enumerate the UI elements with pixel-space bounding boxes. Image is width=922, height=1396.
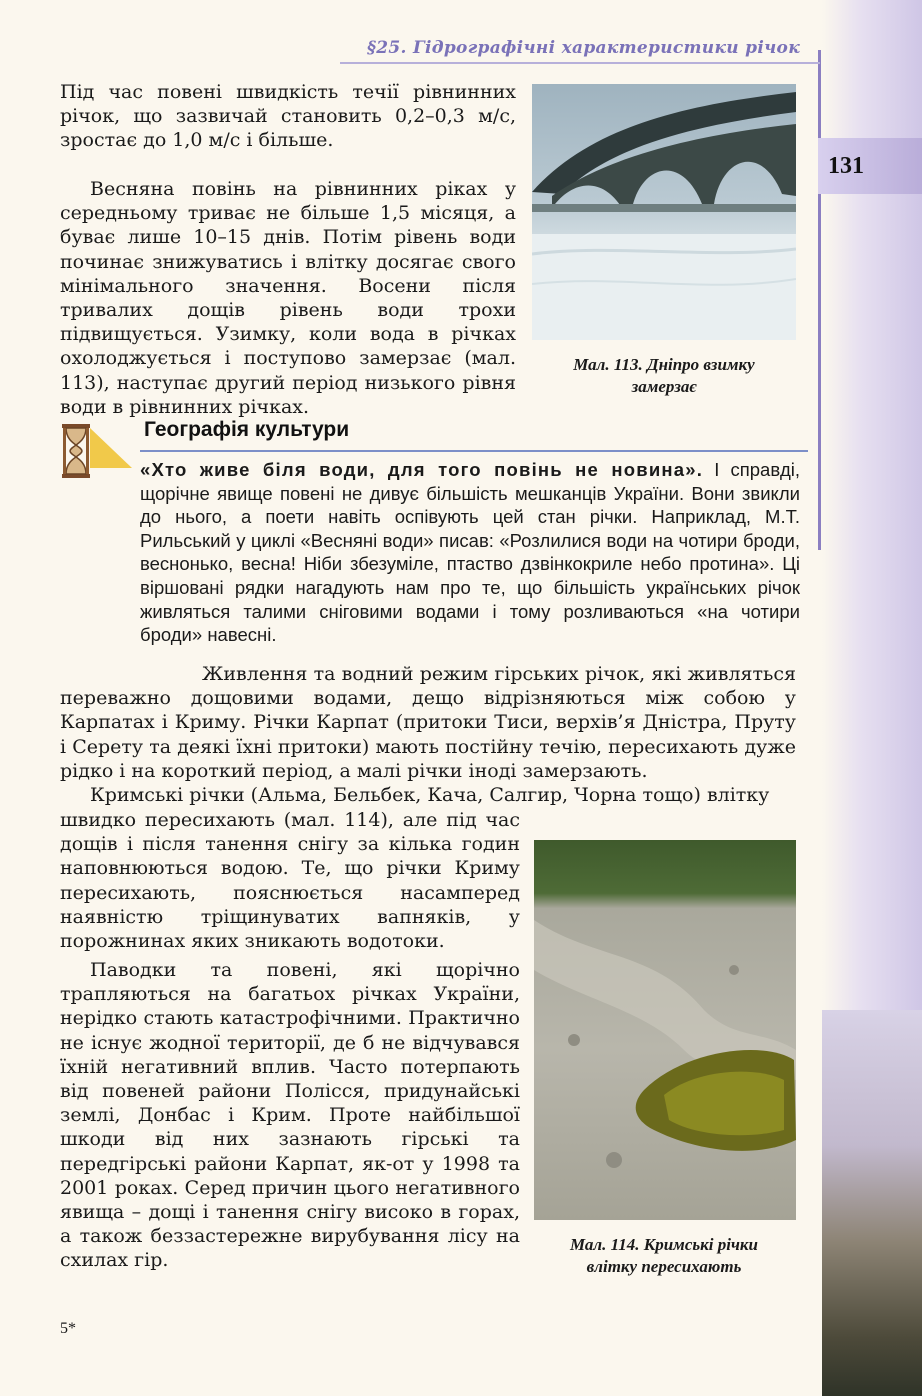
figure-114-caption-line2: влітку пересихають (586, 1257, 742, 1276)
paragraph-floods: Паводки та повені, які щорічно трапляються на багатьох річках України, нерідко стають катастрофічними. Практично не існує жодної території, де б не відчувався їхній негативний вплив. Часто потерпають від повеней райони Полісся, придунайські землі, Донбас і Крим. Проте найбільшої шкоди від них зазнають гірські та передгірські райони Карпат, як-от у 1998 та 2001 роках. Серед причин цього негативного явища – дощі і танення снігу високо в горах, а також беззастережне вирубування лісу на схилах гір. (60, 959, 520, 1272)
figure-114-dry-crimean-riverbed (534, 840, 796, 1220)
bridge-illustration (532, 84, 796, 340)
culture-box-text (140, 458, 800, 647)
page-number: 131 (818, 138, 922, 194)
paragraph-mountain-rivers: Живлення та водний режим гірських річок, які живляться переважно дощовими водами, дещо відрізняються між собою у Карпатах і Криму. Річки Карпат (притоки Тиси, верхів’я Дністра, Пруту і Серету та деякі їхні притоки) мають постійну течію, пересихають дуже рідко і на короткий період, а малі річки іноді замерзають. (60, 663, 796, 782)
corner-waterfall-image (822, 1010, 922, 1396)
figure-114-caption (526, 1234, 802, 1278)
hourglass-icon (60, 420, 132, 482)
paragraph-spring-flood: Весняна повінь на рівнинних ріках у середньому триває не більше 1,5 місяця, а буває лише 10–15 днів. Потім рівень води починає знижуватись і влітку досягає свого мінімального значення. Восени після тривалих дощів рівень води трохи підвищується. Узимку, коли вода в річках охолоджується і поступово замерзає (мал. 113), наступає другий період низького рівня води в рівнинних річках. (60, 178, 516, 418)
paragraph-crimean-rivers-line1: Кримські річки (Альма, Бельбек, Кача, Салгир, Чорна тощо) влітку (90, 784, 770, 806)
section-title: §25. Гідрографічні характеристики річок (367, 38, 800, 58)
figure-113-caption-line2: замерзає (631, 377, 697, 396)
margin-rule (818, 50, 821, 550)
signature-mark: 5* (60, 1320, 76, 1337)
figure-113-caption (532, 354, 796, 398)
riverbed-illustration (534, 840, 796, 1220)
paragraph-crimean-rivers: швидко пересихають (мал. 114), але під час дощів і після танення снігу за кілька годин наповнюються водою. Те, що річки Криму пересихають, пояснюється насамперед наявністю тріщинуватих вапняків, у порожнинах яких зникають водотоки. (60, 809, 520, 953)
header-rule (340, 62, 820, 64)
culture-box-rule (140, 450, 808, 452)
figure-113-dnipro-bridge-winter (532, 84, 796, 340)
culture-box-body: І справді, щорічне явище повені не дивує більшість мешканців України. Вони звикли до нього, а поети навіть оспівують цей стан річки. Наприклад, М.Т. Рильський у циклі «Весняні води» писав: «Розлилися води на чотири броди, веснонько, весна! Ніби збезуміле, птаство дзвінкокриле небо протина». Ці віршовані рядки нагадують нам про те, що більшість українських річок живляться талими сніговими водами і тому розливаються «на чотири броди» навесні. (140, 459, 800, 646)
culture-box-quote: «Хто живе біля води, для того повінь не новина». (140, 459, 704, 480)
culture-box-title: Географія культури (144, 418, 350, 441)
paragraph-flood-speed: Під час повені швидкість течії рівнинних річок, що зазвичай становить 0,2–0,3 м/с, зростає до 1,0 м/с і більше. (60, 81, 516, 152)
figure-114-caption-line1: Мал. 114. Кримські річки (570, 1235, 758, 1254)
figure-113-caption-line1: Мал. 113. Дніпро взимку (573, 355, 755, 374)
